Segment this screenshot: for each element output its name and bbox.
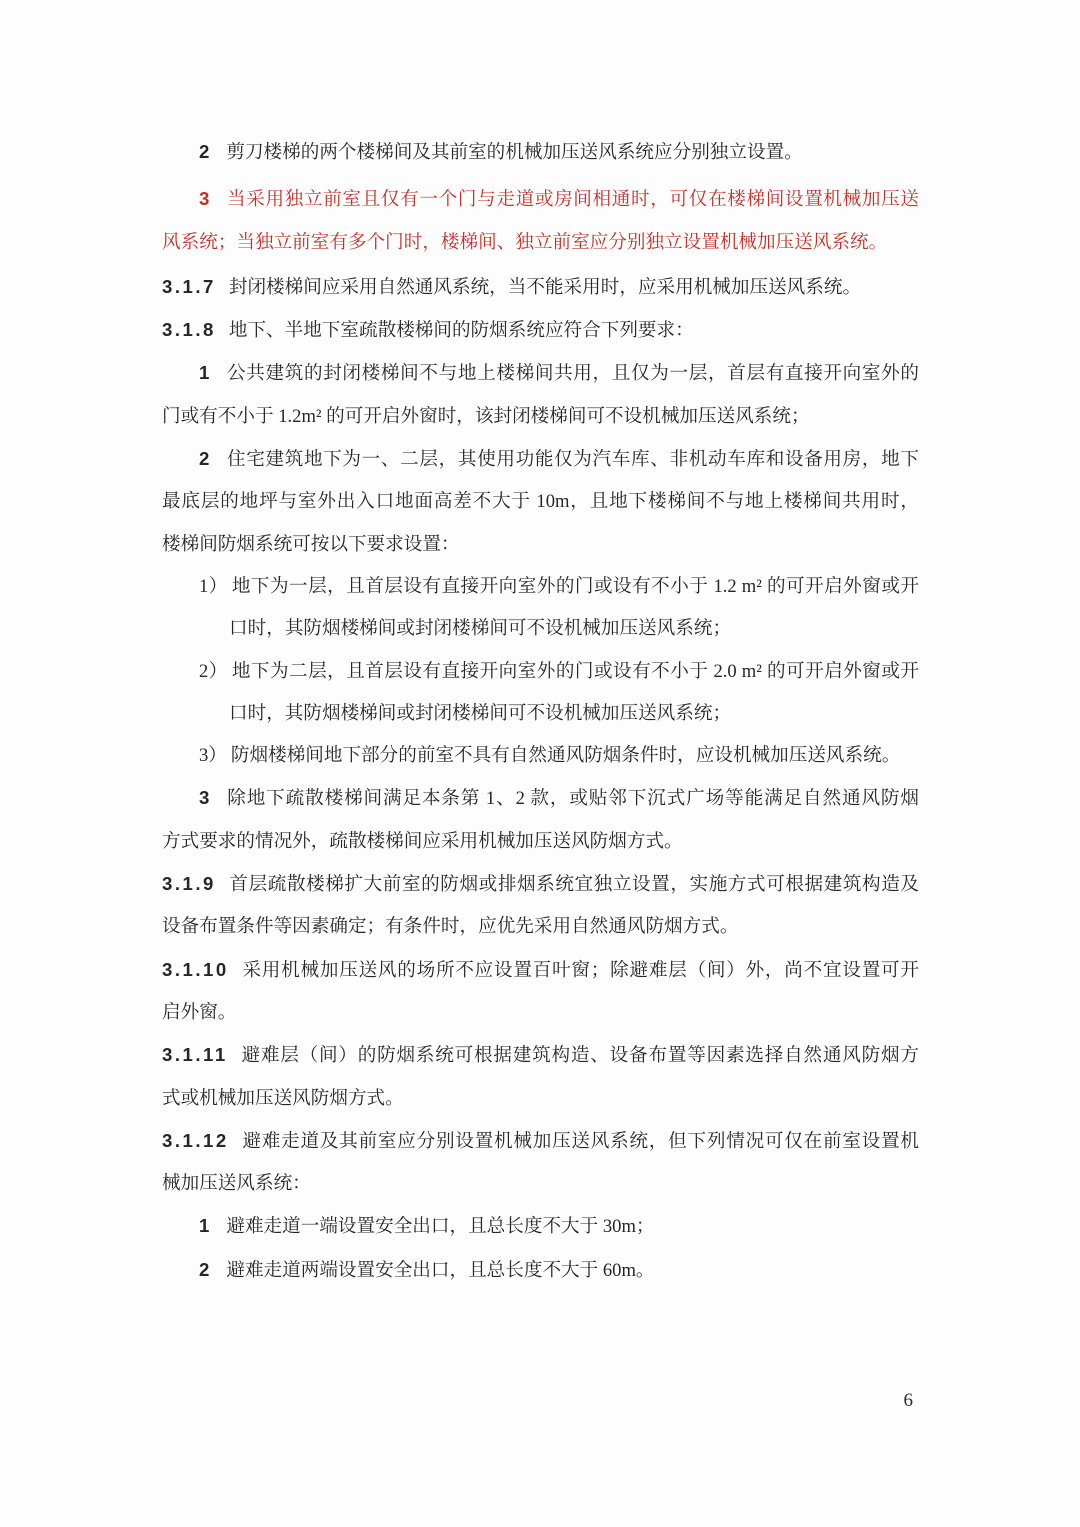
paragraph-number: 2	[199, 141, 210, 162]
paragraph-number: 3.1.7	[162, 275, 216, 297]
item-paragraph	[162, 131, 919, 174]
text-line: 启外窗。	[162, 1001, 237, 1023]
document-body	[162, 131, 919, 1292]
text-line	[162, 1120, 919, 1163]
paragraph-number: 1	[199, 1215, 210, 1237]
paragraph-text: 地下为一层，且首层设有直接开向室外的门或设有不小于 1.2 m² 的可开启外窗或开	[231, 575, 919, 597]
subitem-paragraph	[162, 651, 919, 736]
paragraph-text: 除地下疏散楼梯间满足本条第 1、2 款，或贴邻下沉式广场等能满足自然通风防烟	[226, 788, 919, 810]
text-line	[162, 735, 919, 777]
subitem-paragraph	[162, 566, 919, 651]
text-line: 式或机械加压送风防烟方式。	[162, 1087, 404, 1109]
paragraph-text: 剪刀楼梯的两个楼梯间及其前室的机械加压送风系统应分别独立设置。	[226, 142, 803, 163]
text-line	[162, 438, 919, 481]
paragraph-number: 2	[199, 1258, 210, 1280]
text-line	[162, 1034, 919, 1077]
text-line: 械加压送风系统：	[162, 1173, 311, 1195]
paragraph-number: 3	[199, 188, 210, 210]
paragraph-number: 3	[199, 787, 210, 809]
paragraph-number: 2	[199, 448, 210, 470]
paragraph-number: 3.1.8	[162, 319, 216, 341]
item-paragraph	[162, 777, 919, 863]
paragraph-text: 地下为二层，且首层设有直接开向室外的门或设有不小于 2.0 m² 的可开启外窗或开	[231, 660, 919, 682]
paragraph-number: 3.1.11	[162, 1044, 228, 1066]
clause-paragraph	[162, 949, 919, 1035]
text-line	[162, 131, 919, 174]
text-line	[162, 1249, 919, 1292]
page-number: 6	[903, 1390, 913, 1411]
text-line: 口时，其防烟楼梯间或封闭楼梯间可不设机械加压送风系统；	[229, 618, 732, 640]
text-line: 楼梯间防烟系统可按以下要求设置：	[162, 533, 460, 555]
paragraph-text: 当采用独立前室且仅有一个门与走道或房间相通时，可仅在楼梯间设置机械加压送	[226, 189, 919, 211]
text-line	[162, 352, 919, 395]
paragraph-number: 3.1.12	[162, 1129, 229, 1151]
item-paragraph	[162, 352, 919, 438]
text-line: 方式要求的情况外，疏散楼梯间应采用机械加压送风防烟方式。	[162, 830, 683, 852]
paragraph-number: 1）	[199, 575, 228, 597]
paragraph-text: 封闭楼梯间应采用自然通风系统，当不能采用时，应采用机械加压送风系统。	[228, 276, 862, 298]
text-line: 最底层的地坪与室外出入口地面高差不大于 10m，且地下楼梯间不与地上楼梯间共用时，	[162, 491, 919, 513]
text-line: 设备布置条件等因素确定；有条件时，应优先采用自然通风防烟方式。	[162, 916, 739, 938]
text-line	[162, 309, 919, 352]
clause-paragraph	[162, 1120, 919, 1206]
paragraph-text: 避难层（间）的防烟系统可根据建筑构造、设备布置等因素选择自然通风防烟方	[240, 1045, 919, 1067]
text-line	[162, 949, 919, 992]
text-line	[162, 178, 919, 221]
paragraph-number: 3.1.9	[162, 873, 216, 895]
text-line	[162, 651, 919, 693]
paragraph-number: 3）	[199, 745, 227, 767]
text-line	[162, 266, 919, 309]
text-line: 口时，其防烟楼梯间或封闭楼梯间可不设机械加压送风系统；	[229, 702, 732, 724]
paragraph-number: 3.1.10	[162, 958, 229, 980]
paragraph-text: 避难走道及其前室应分别设置机械加压送风系统，但下列情况可仅在前室设置机	[241, 1130, 919, 1152]
paragraph-text: 采用机械加压送风的场所不应设置百叶窗；除避难层（间）外，尚不宜设置可开	[241, 959, 919, 981]
item-paragraph	[162, 438, 919, 566]
item-paragraph	[162, 1205, 919, 1248]
text-line: 门或有不小于 1.2m² 的可开启外窗时，该封闭楼梯间可不设机械加压送风系统；	[162, 405, 810, 427]
item-paragraph	[162, 178, 919, 264]
paragraph-text: 公共建筑的封闭楼梯间不与地上楼梯间共用，且仅为一层，首层有直接开向室外的	[226, 363, 919, 385]
clause-paragraph	[162, 863, 919, 949]
clause-paragraph	[162, 266, 919, 309]
paragraph-number: 1	[199, 362, 210, 384]
text-line	[162, 777, 919, 820]
text-line	[162, 863, 919, 906]
paragraph-text: 避难走道两端设置安全出口，且总长度不大于 60m。	[226, 1259, 655, 1281]
text-line	[162, 1205, 919, 1248]
clause-paragraph	[162, 309, 919, 352]
text-line: 风系统；当独立前室有多个门时，楼梯间、独立前室应分别独立设置机械加压送风系统。	[162, 231, 888, 253]
item-paragraph	[162, 1249, 919, 1292]
paragraph-text: 防烟楼梯间地下部分的前室不具有自然通风防烟条件时，应设机械加压送风系统。	[230, 745, 901, 767]
paragraph-number: 2）	[199, 660, 228, 682]
paragraph-text: 首层疏散楼梯扩大前室的防烟或排烟系统宜独立设置，实施方式可根据建筑构造及	[228, 874, 919, 896]
paragraph-text: 避难走道一端设置安全出口，且总长度不大于 30m；	[226, 1216, 655, 1238]
subitem-paragraph	[162, 735, 919, 777]
clause-paragraph	[162, 1034, 919, 1120]
paragraph-text: 住宅建筑地下为一、二层，其使用功能仅为汽车库、非机动车库和设备用房，地下	[226, 449, 919, 471]
paragraph-text: 地下、半地下室疏散楼梯间的防烟系统应符合下列要求：	[228, 320, 694, 342]
text-line	[162, 566, 919, 608]
